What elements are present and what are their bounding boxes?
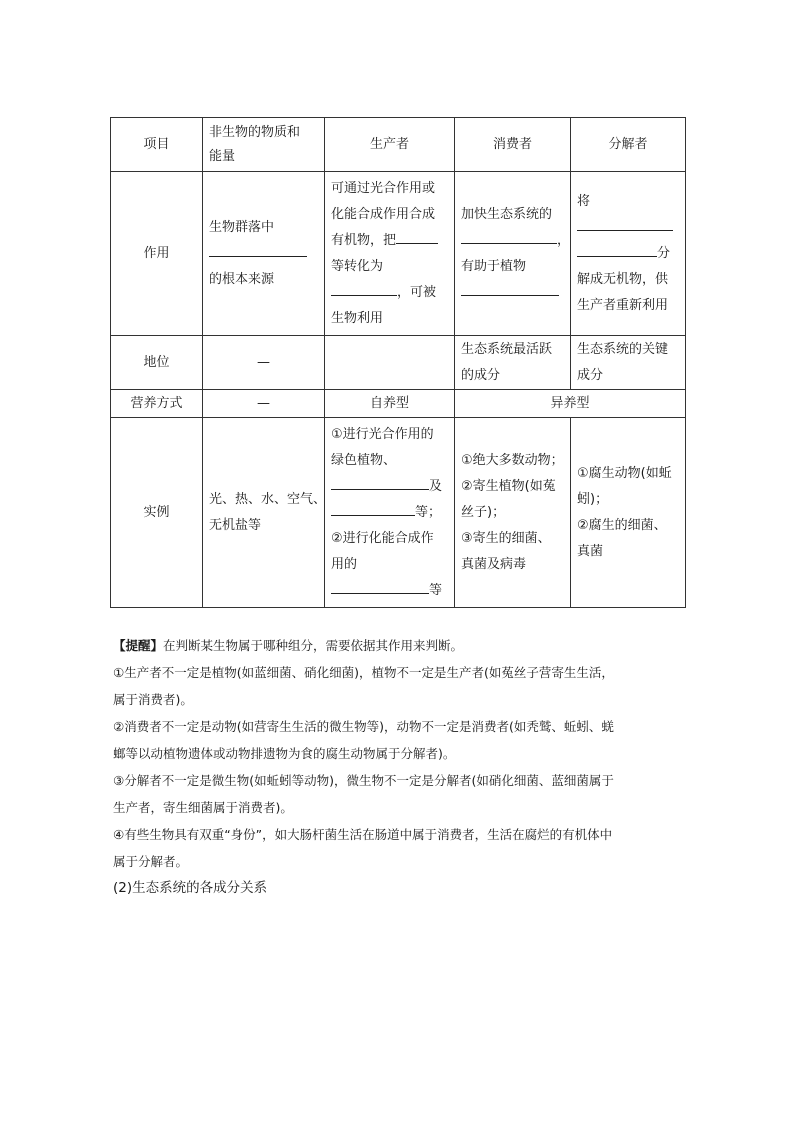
example-producer-text4: 等； <box>415 504 442 520</box>
role-producer-text2: 化能合成作用合成 <box>331 206 436 222</box>
example-decomposer-text2: 蚓)； <box>577 491 609 507</box>
role-producer-text3: 有机物，把 <box>331 232 397 248</box>
role-producer-text6: 生物利用 <box>331 310 384 326</box>
status-label: 地位 <box>111 336 203 390</box>
example-consumer-text3: 丝子)； <box>461 504 506 520</box>
role-producer-cell <box>325 172 455 336</box>
role-abiotic-text1: 生物群落中 <box>209 219 275 235</box>
role-producer-text1: 可通过光合作用或 <box>331 180 436 196</box>
section-title: (2)生态系统的各成分关系 <box>113 880 268 896</box>
role-decomposer-text3: 解成无机物，供 <box>577 271 669 287</box>
role-label: 作用 <box>111 172 203 336</box>
nutrition-producer: 自养型 <box>325 390 455 418</box>
status-decomposer-cell <box>571 336 686 390</box>
reminder-line: ②消费者不一定是动物(如营寄生生活的微生物等)，动物不一定是消费者(如秃鹫、蚯蚓、蜣 <box>113 719 614 734</box>
reminder-line: 生产者，寄生细菌属于消费者)。 <box>113 800 293 815</box>
example-decomposer-text3: ②腐生的细菌、 <box>577 517 667 533</box>
reminder-line: ③分解者不一定是微生物(如蚯蚓等动物)，微生物不一定是分解者(如硝化细菌、蓝细菌属于 <box>113 773 614 788</box>
role-producer-text4: 等转化为 <box>331 258 384 274</box>
example-consumer-text2: ②寄生植物(如菟 <box>461 478 556 494</box>
status-consumer-cell <box>455 336 571 390</box>
example-consumer-text5: 真菌及病毒 <box>461 556 527 572</box>
header-consumer: 消费者 <box>455 118 571 172</box>
header-abiotic <box>203 118 325 172</box>
role-consumer-comma: ， <box>557 232 571 248</box>
example-abiotic-text1: 光、热、水、空气、 <box>209 491 327 507</box>
header-abiotic-line2: 能量 <box>209 148 236 164</box>
blank-line <box>461 229 557 244</box>
reminder-line: 属于分解者。 <box>113 854 189 869</box>
role-decomposer-text2: 分 <box>657 245 671 261</box>
ecosystem-components-table <box>110 117 686 608</box>
status-consumer-text1: 生态系统最活跃 <box>461 341 553 357</box>
example-consumer-text1: ①绝大多数动物； <box>461 452 564 468</box>
blank-line <box>331 579 429 594</box>
role-decomposer-cell <box>571 172 686 336</box>
nutrition-label: 营养方式 <box>111 390 203 418</box>
reminder-intro: 在判断某生物属于哪种组分，需要依据其作用来判断。 <box>163 638 464 653</box>
role-consumer-cell <box>455 172 571 336</box>
example-decomposer-text4: 真菌 <box>577 543 604 559</box>
example-producer-text2: 绿色植物、 <box>331 452 397 468</box>
example-producer-text1: ①进行光合作用的 <box>331 426 434 442</box>
role-abiotic-cell <box>203 172 325 336</box>
example-producer-cell <box>325 418 455 608</box>
blank-line <box>396 229 438 244</box>
status-row <box>111 336 686 390</box>
status-decomposer-text1: 生态系统的关键 <box>577 341 669 357</box>
reminder-tag: 【提醒】 <box>113 638 164 653</box>
status-decomposer-text2: 成分 <box>577 367 604 383</box>
role-decomposer-text4: 生产者重新利用 <box>577 297 669 313</box>
example-producer-text6: 用的 <box>331 556 358 572</box>
role-producer-text5: ，可被 <box>397 284 437 300</box>
blank-line <box>461 281 559 296</box>
blank-line <box>577 216 673 231</box>
example-consumer-cell <box>455 418 571 608</box>
status-abiotic: — <box>203 336 325 390</box>
example-decomposer-cell <box>571 418 686 608</box>
status-consumer-text2: 的成分 <box>461 367 501 383</box>
role-abiotic-text2: 的根本来源 <box>209 271 275 287</box>
example-abiotic-text2: 无机盐等 <box>209 517 262 533</box>
header-decomposer: 分解者 <box>571 118 686 172</box>
reminder-line: 螂等以动植物遗体或动物排遗物为食的腐生动物属于分解者)。 <box>113 746 456 761</box>
example-consumer-text4: ③寄生的细菌、 <box>461 530 551 546</box>
reminder-intro-line <box>113 632 685 659</box>
example-row <box>111 418 686 608</box>
blank-line <box>331 281 397 296</box>
header-row <box>111 118 686 172</box>
role-consumer-text1: 加快生态系统的 <box>461 206 553 222</box>
nutrition-heterotroph: 异养型 <box>455 390 686 418</box>
example-producer-text3: 及 <box>429 478 443 494</box>
role-decomposer-text1: 将 <box>577 193 591 209</box>
example-abiotic-cell <box>203 418 325 608</box>
blank-line <box>577 242 657 257</box>
status-producer-empty <box>325 336 455 390</box>
example-decomposer-text1: ①腐生动物(如蚯 <box>577 465 672 481</box>
header-producer: 生产者 <box>325 118 455 172</box>
example-producer-text5: ②进行化能合成作 <box>331 530 434 546</box>
nutrition-row <box>111 390 686 418</box>
nutrition-abiotic: — <box>203 390 325 418</box>
reminder-line: ④有些生物具有双重“身份”，如大肠杆菌生活在肠道中属于消费者，生活在腐烂的有机体中 <box>113 827 613 842</box>
blank-line <box>209 242 307 257</box>
header-item: 项目 <box>111 118 203 172</box>
role-row <box>111 172 686 336</box>
header-abiotic-line1: 非生物的物质和 <box>209 124 301 140</box>
reminder-line: 属于消费者)。 <box>113 692 193 707</box>
role-consumer-text2: 有助于植物 <box>461 258 527 274</box>
example-label: 实例 <box>111 418 203 608</box>
reminder-note <box>113 632 685 875</box>
blank-line <box>331 501 415 516</box>
blank-line <box>331 475 429 490</box>
reminder-line: ①生产者不一定是植物(如蓝细菌、硝化细菌)，植物不一定是生产者(如菟丝子营寄生生活， <box>113 665 614 680</box>
example-producer-text7: 等 <box>429 582 443 598</box>
